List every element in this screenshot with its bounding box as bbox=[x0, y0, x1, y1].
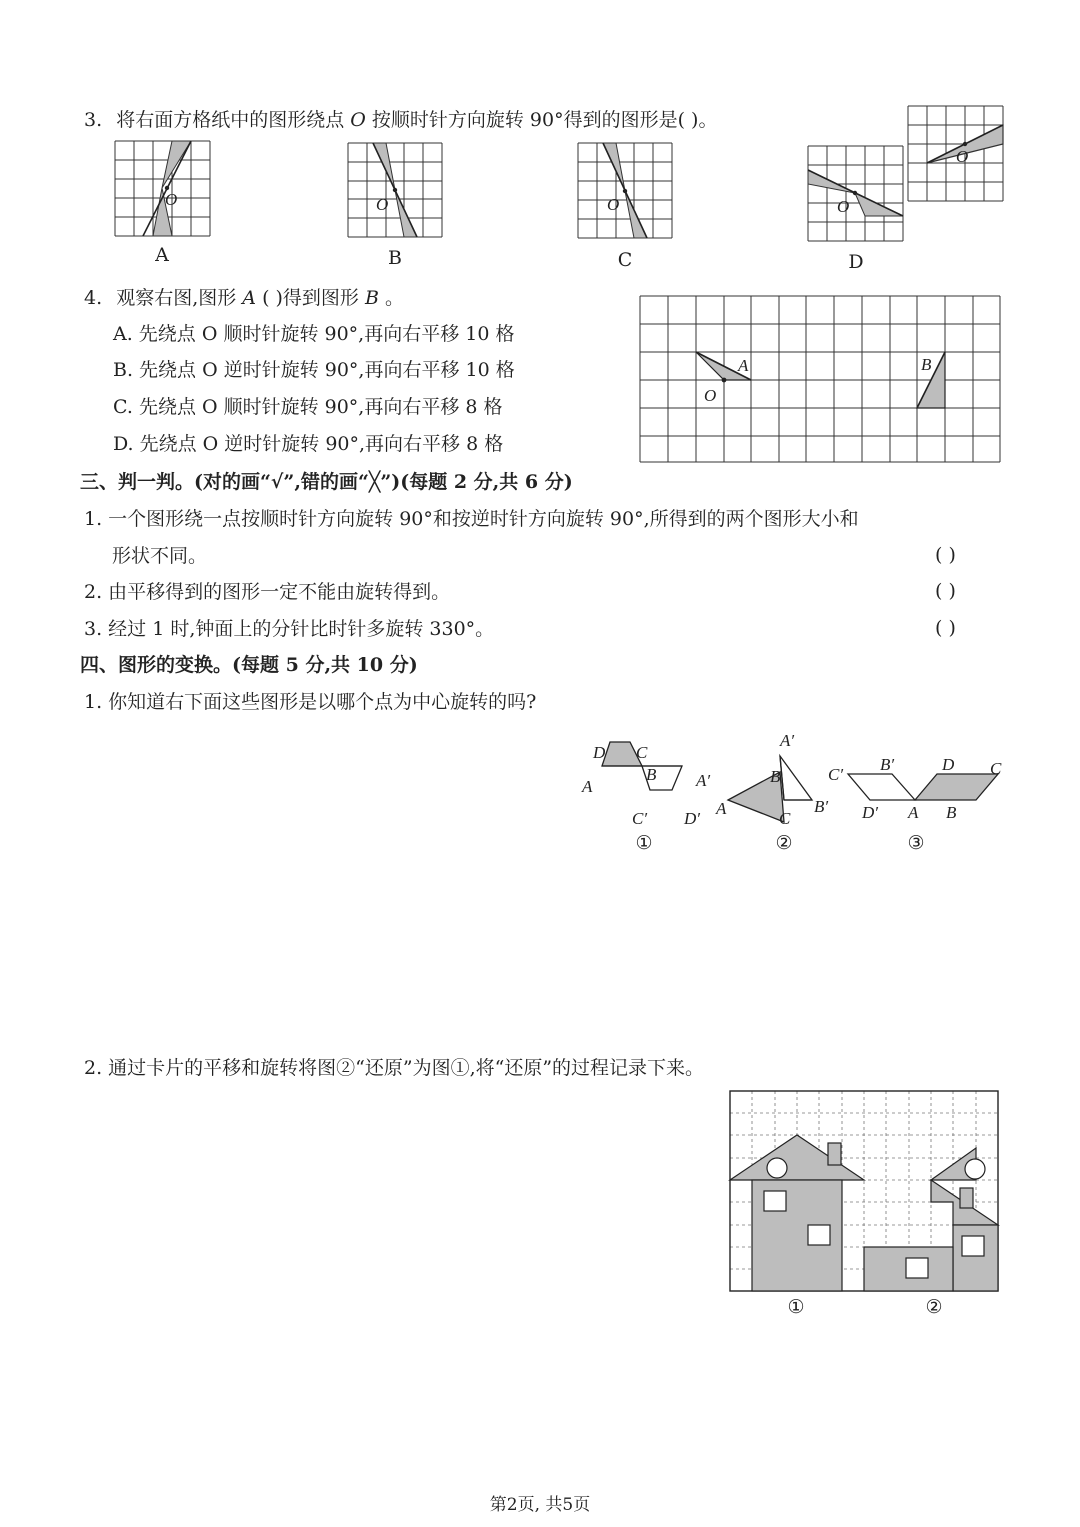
sec3-item1-line1: 1. 一个图形绕一点按顺时针方向旋转 90°和按逆时针方向旋转 90°,所得到的两个图形大小和 bbox=[84, 508, 859, 530]
q3-text: 将右面方格纸中的图形绕点 bbox=[116, 109, 345, 131]
svg-text:O: O bbox=[607, 195, 620, 214]
q3-point: O bbox=[350, 109, 366, 131]
q3-option-b-figure bbox=[348, 143, 442, 237]
q3-option-c-label[interactable]: C bbox=[617, 249, 633, 271]
q4-line bbox=[84, 286, 404, 310]
q4-fig-a: A bbox=[242, 287, 257, 309]
svg-text:D: D bbox=[942, 755, 955, 774]
svg-text:A: A bbox=[716, 799, 727, 818]
q3-line bbox=[84, 108, 717, 132]
q3-text2: 按顺时针方向旋转 90°得到的图形是( )。 bbox=[371, 109, 718, 131]
svg-text:B: B bbox=[770, 767, 781, 786]
svg-text:C′: C′ bbox=[828, 765, 844, 784]
q3-original-figure bbox=[908, 106, 1003, 202]
svg-text:D′: D′ bbox=[684, 809, 700, 828]
svg-text:O: O bbox=[956, 147, 969, 166]
svg-text:B: B bbox=[646, 765, 657, 784]
sec3-answer-2[interactable]: ( ) bbox=[935, 580, 956, 602]
q4-end: 。 bbox=[385, 287, 405, 309]
q4-text2: ( )得到图形 bbox=[262, 287, 359, 309]
q4-choice-a[interactable]: A. 先绕点 O 顺时针旋转 90°,再向右平移 10 格 bbox=[113, 323, 515, 345]
svg-text:B′: B′ bbox=[880, 755, 895, 774]
q3-option-d-figure bbox=[808, 146, 903, 241]
svg-text:D: D bbox=[593, 743, 606, 762]
sec4-house-figure bbox=[730, 1091, 998, 1293]
svg-text:O: O bbox=[165, 190, 178, 209]
q4-text: 观察右图,图形 bbox=[116, 287, 237, 309]
sec4-house-label-1: ① bbox=[787, 1296, 805, 1318]
sec3-item1-line2: 形状不同。 bbox=[112, 545, 208, 567]
q3-option-a-figure bbox=[115, 141, 210, 236]
q3-option-b-label[interactable]: B bbox=[388, 247, 402, 269]
q4-number: 4. bbox=[84, 287, 103, 309]
svg-text:B′: B′ bbox=[814, 797, 829, 816]
svg-text:O: O bbox=[376, 195, 389, 214]
sec4-fig-label-2: ② bbox=[775, 832, 793, 854]
svg-text:C: C bbox=[990, 759, 1002, 778]
svg-text:B: B bbox=[921, 355, 932, 374]
sec4-house-label-2: ② bbox=[925, 1296, 943, 1318]
q4-choice-b[interactable]: B. 先绕点 O 逆时针旋转 90°,再向右平移 10 格 bbox=[113, 359, 515, 381]
svg-text:C′: C′ bbox=[632, 809, 648, 828]
svg-text:B: B bbox=[946, 803, 957, 822]
q3-option-a-label[interactable]: A bbox=[155, 244, 169, 266]
sec4-q1: 1. 你知道右下面这些图形是以哪个点为中心旋转的吗? bbox=[84, 691, 537, 713]
svg-text:A′: A′ bbox=[780, 731, 795, 750]
svg-text:O: O bbox=[837, 197, 850, 216]
sec4-q2: 2. 通过卡片的平移和旋转将图②“还原”为图①,将“还原”的过程记录下来。 bbox=[84, 1057, 705, 1079]
q4-choice-d[interactable]: D. 先绕点 O 逆时针旋转 90°,再向右平移 8 格 bbox=[113, 433, 504, 455]
svg-text:O: O bbox=[704, 386, 717, 405]
sec4-rotation-figures bbox=[580, 728, 1010, 828]
sec4-title: 四、图形的变换。(每题 5 分,共 10 分) bbox=[80, 654, 418, 676]
svg-text:C: C bbox=[636, 743, 648, 762]
sec4-fig-label-1: ① bbox=[635, 832, 653, 854]
svg-text:A′: A′ bbox=[696, 771, 711, 790]
q3-option-d-label[interactable]: D bbox=[848, 251, 864, 273]
svg-text:A: A bbox=[582, 777, 593, 796]
sec3-item2: 2. 由平移得到的图形一定不能由旋转得到。 bbox=[84, 581, 451, 603]
q3-number: 3. bbox=[84, 109, 103, 131]
svg-text:D′: D′ bbox=[862, 803, 878, 822]
sec3-item3: 3. 经过 1 时,钟面上的分针比时针多旋转 330°。 bbox=[84, 618, 495, 640]
sec3-title: 三、判一判。(对的画“√”,错的画“╳”)(每题 2 分,共 6 分) bbox=[80, 471, 573, 493]
svg-text:A: A bbox=[908, 803, 919, 822]
svg-text:C: C bbox=[779, 809, 791, 828]
sec3-answer-3[interactable]: ( ) bbox=[935, 617, 956, 639]
q4-choice-c[interactable]: C. 先绕点 O 顺时针旋转 90°,再向右平移 8 格 bbox=[113, 396, 503, 418]
sec3-answer-1[interactable]: ( ) bbox=[935, 544, 956, 566]
q4-fig-b: B bbox=[364, 287, 379, 309]
sec4-fig-label-3: ③ bbox=[907, 832, 925, 854]
q4-grid-figure bbox=[640, 296, 1001, 463]
page-footer: 第2页, 共5页 bbox=[489, 1495, 591, 1515]
q3-option-c-figure bbox=[578, 143, 672, 239]
svg-text:A: A bbox=[738, 356, 749, 375]
